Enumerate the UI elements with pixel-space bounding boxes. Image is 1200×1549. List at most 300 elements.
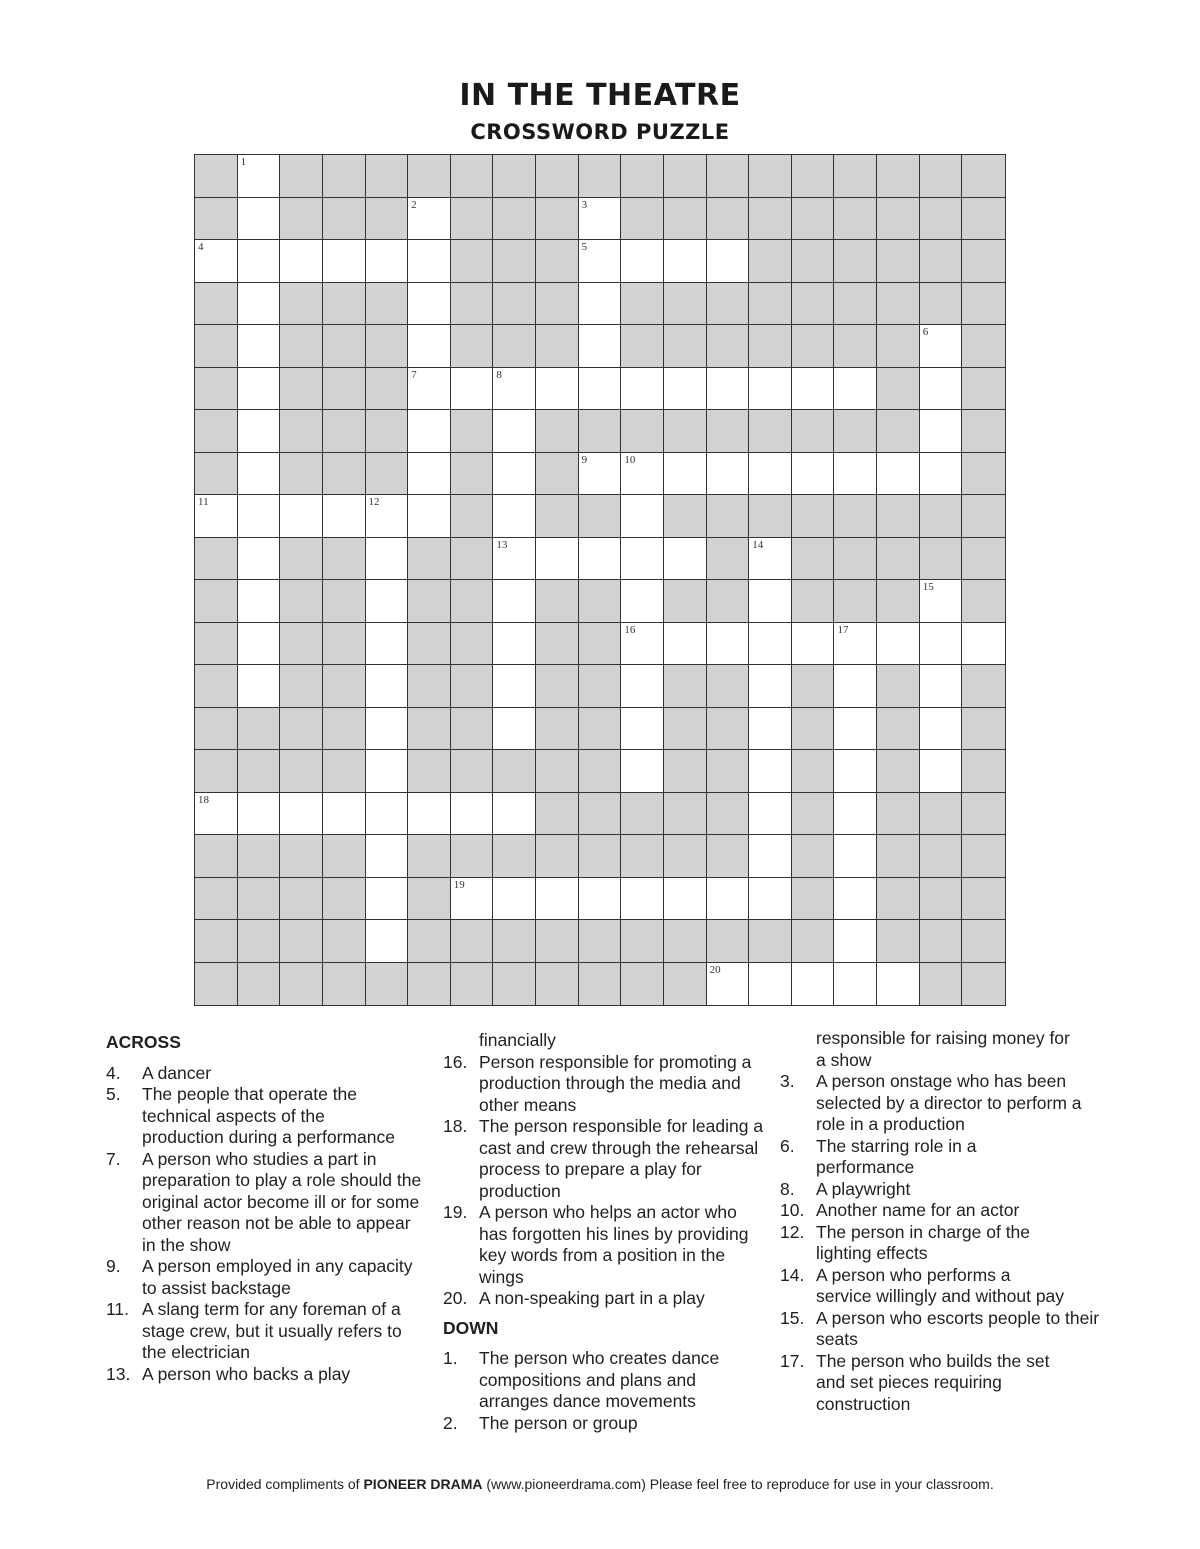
across-clue-7	[106, 1149, 426, 1257]
grid-cell-block	[536, 750, 579, 793]
grid-cell-open[interactable]	[621, 878, 664, 921]
grid-cell-block	[621, 325, 664, 368]
grid-cell-open[interactable]	[536, 368, 579, 411]
clue-text: A person who backs a play	[142, 1363, 351, 1384]
grid-cell-block	[664, 325, 707, 368]
grid-cell-open[interactable]	[749, 665, 792, 708]
grid-cell-block	[621, 920, 664, 963]
grid-cell-open[interactable]	[195, 240, 238, 283]
grid-cell-open[interactable]	[749, 878, 792, 921]
down-clue-10	[780, 1200, 1110, 1222]
grid-cell-block	[408, 580, 451, 623]
clue-number: 1.	[443, 1348, 458, 1368]
grid-cell-block	[834, 495, 877, 538]
grid-cell-open[interactable]	[962, 623, 1005, 666]
grid-cell-open[interactable]	[579, 283, 622, 326]
grid-cell-block	[238, 963, 281, 1006]
grid-cell-block	[280, 198, 323, 241]
grid-cell-block	[920, 240, 963, 283]
grid-cell-open[interactable]	[451, 878, 494, 921]
grid-cell-open[interactable]	[238, 665, 281, 708]
grid-cell-block	[280, 410, 323, 453]
down-heading: DOWN	[443, 1317, 499, 1338]
grid-cell-block	[707, 580, 750, 623]
grid-cell-block	[238, 708, 281, 751]
grid-cell-open[interactable]	[920, 368, 963, 411]
grid-cell-block	[195, 325, 238, 368]
grid-cell-open[interactable]	[749, 708, 792, 751]
grid-cell-open[interactable]	[834, 368, 877, 411]
grid-cell-open[interactable]	[366, 240, 409, 283]
grid-cell-block	[962, 453, 1005, 496]
clue-number: 4.	[106, 1062, 121, 1083]
grid-cell-open[interactable]	[920, 453, 963, 496]
grid-cell-open[interactable]	[920, 325, 963, 368]
grid-cell-block	[707, 155, 750, 198]
grid-cell-block	[834, 410, 877, 453]
grid-cell-open[interactable]	[877, 453, 920, 496]
grid-cell-open[interactable]	[408, 453, 451, 496]
grid-cell-open[interactable]	[238, 793, 281, 836]
grid-cell-open[interactable]	[707, 240, 750, 283]
clue-number-label: 10	[624, 453, 636, 466]
grid-cell-block	[834, 240, 877, 283]
grid-cell-block	[280, 665, 323, 708]
grid-cell-block	[195, 538, 238, 581]
grid-cell-block	[195, 198, 238, 241]
grid-cell-open[interactable]	[408, 198, 451, 241]
grid-cell-block	[451, 198, 494, 241]
clue-text: Person responsible for promoting a production through the media and other means	[479, 1051, 752, 1115]
grid-cell-open[interactable]	[834, 453, 877, 496]
grid-cell-open[interactable]	[920, 623, 963, 666]
grid-cell-block	[664, 920, 707, 963]
grid-cell-open[interactable]	[621, 750, 664, 793]
across-clue-13-continued	[443, 1030, 773, 1052]
across-clue-11	[106, 1299, 406, 1364]
grid-cell-block	[749, 155, 792, 198]
across-clue-4	[106, 1063, 426, 1085]
grid-cell-open[interactable]	[493, 453, 536, 496]
grid-cell-open[interactable]	[749, 623, 792, 666]
grid-cell-open[interactable]	[408, 495, 451, 538]
grid-cell-block	[707, 665, 750, 708]
clue-number-label: 3	[581, 198, 588, 211]
clue-text: The person or group	[479, 1412, 638, 1433]
grid-cell-open[interactable]	[579, 240, 622, 283]
grid-cell-open[interactable]	[621, 665, 664, 708]
grid-cell-open[interactable]	[749, 793, 792, 836]
footer-prefix: Provided compliments of	[206, 1476, 364, 1492]
grid-cell-open[interactable]	[579, 368, 622, 411]
grid-cell-block	[749, 283, 792, 326]
grid-cell-open[interactable]	[493, 495, 536, 538]
grid-cell-open[interactable]	[280, 495, 323, 538]
grid-cell-block	[323, 920, 366, 963]
grid-cell-open[interactable]	[366, 538, 409, 581]
grid-cell-block	[366, 453, 409, 496]
grid-cell-block	[707, 283, 750, 326]
grid-cell-open[interactable]	[834, 920, 877, 963]
grid-cell-open[interactable]	[749, 368, 792, 411]
grid-cell-block	[621, 963, 664, 1006]
grid-cell-block	[962, 325, 1005, 368]
grid-cell-open[interactable]	[621, 368, 664, 411]
across-clue-20	[443, 1288, 773, 1310]
grid-cell-open[interactable]	[749, 538, 792, 581]
grid-cell-open[interactable]	[664, 368, 707, 411]
clues-column-2	[443, 1030, 773, 1434]
grid-cell-block	[792, 920, 835, 963]
grid-cell-open[interactable]	[366, 580, 409, 623]
grid-cell-block	[536, 793, 579, 836]
grid-cell-block	[408, 963, 451, 1006]
grid-cell-block	[493, 240, 536, 283]
grid-cell-block	[579, 750, 622, 793]
across-clue-18	[443, 1116, 773, 1202]
grid-cell-open[interactable]	[792, 963, 835, 1006]
grid-cell-open[interactable]	[664, 453, 707, 496]
grid-cell-open[interactable]	[366, 878, 409, 921]
grid-cell-block	[195, 410, 238, 453]
grid-cell-open[interactable]	[408, 793, 451, 836]
grid-cell-block	[366, 198, 409, 241]
clue-text: A slang term for any foreman of a stage crew, but it usually refers to the electrician	[142, 1299, 402, 1362]
grid-cell-block	[493, 750, 536, 793]
grid-cell-open[interactable]	[280, 793, 323, 836]
grid-cell-open[interactable]	[621, 495, 664, 538]
clue-number-label: 16	[624, 623, 636, 636]
grid-cell-block	[621, 835, 664, 878]
grid-cell-block	[536, 623, 579, 666]
grid-cell-open[interactable]	[621, 453, 664, 496]
grid-cell-open[interactable]	[621, 580, 664, 623]
clue-number: 2.	[443, 1412, 458, 1433]
grid-cell-open[interactable]	[366, 920, 409, 963]
clue-number: 7.	[106, 1148, 121, 1169]
grid-cell-open[interactable]	[749, 580, 792, 623]
clue-number-label: 17	[837, 623, 849, 636]
grid-cell-open[interactable]	[579, 325, 622, 368]
grid-cell-block	[451, 920, 494, 963]
grid-cell-open[interactable]	[664, 538, 707, 581]
grid-cell-open[interactable]	[366, 835, 409, 878]
grid-cell-block	[621, 283, 664, 326]
grid-cell-block	[877, 198, 920, 241]
grid-cell-block	[792, 708, 835, 751]
grid-cell-open[interactable]	[323, 240, 366, 283]
grid-cell-open[interactable]	[834, 963, 877, 1006]
grid-cell-open[interactable]	[493, 665, 536, 708]
grid-cell-open[interactable]	[920, 750, 963, 793]
grid-cell-block	[877, 240, 920, 283]
grid-cell-open[interactable]	[238, 623, 281, 666]
clue-number: 17.	[780, 1350, 805, 1371]
clue-text: The person who creates dance compositions and plans and arranges dance movements	[479, 1348, 720, 1411]
grid-cell-open[interactable]	[366, 623, 409, 666]
grid-cell-block	[579, 495, 622, 538]
grid-cell-open[interactable]	[920, 665, 963, 708]
grid-cell-open[interactable]	[920, 580, 963, 623]
grid-cell-open[interactable]	[238, 325, 281, 368]
grid-cell-block	[195, 920, 238, 963]
down-clue-14	[780, 1265, 1070, 1308]
grid-cell-open[interactable]	[408, 368, 451, 411]
grid-cell-block	[195, 963, 238, 1006]
grid-cell-open[interactable]	[707, 368, 750, 411]
grid-cell-open[interactable]	[707, 453, 750, 496]
grid-cell-open[interactable]	[664, 240, 707, 283]
clue-number-label: 18	[198, 793, 209, 806]
grid-cell-open[interactable]	[408, 410, 451, 453]
grid-cell-open[interactable]	[579, 198, 622, 241]
grid-cell-open[interactable]	[280, 240, 323, 283]
grid-cell-open[interactable]	[238, 580, 281, 623]
grid-cell-open[interactable]	[749, 963, 792, 1006]
grid-cell-block	[877, 793, 920, 836]
grid-cell-open[interactable]	[749, 453, 792, 496]
grid-cell-open[interactable]	[877, 623, 920, 666]
clue-text: The person in charge of the lighting effects	[816, 1221, 1031, 1263]
grid-cell-open[interactable]	[408, 283, 451, 326]
grid-cell-open[interactable]	[323, 793, 366, 836]
grid-cell-open[interactable]	[834, 750, 877, 793]
grid-cell-open[interactable]	[621, 538, 664, 581]
grid-cell-block	[792, 835, 835, 878]
grid-cell-open[interactable]	[366, 793, 409, 836]
grid-cell-open[interactable]	[834, 665, 877, 708]
grid-cell-block	[834, 580, 877, 623]
grid-cell-open[interactable]	[323, 495, 366, 538]
clue-text: The starring role in a performance	[816, 1135, 977, 1177]
grid-cell-block	[323, 325, 366, 368]
grid-cell-open[interactable]	[664, 623, 707, 666]
grid-cell-open[interactable]	[366, 665, 409, 708]
grid-cell-open[interactable]	[493, 878, 536, 921]
down-clue-2	[443, 1413, 773, 1435]
grid-cell-open[interactable]	[834, 623, 877, 666]
grid-cell-block	[962, 920, 1005, 963]
grid-cell-open[interactable]	[451, 368, 494, 411]
grid-cell-open[interactable]	[238, 495, 281, 538]
grid-cell-open[interactable]	[749, 835, 792, 878]
grid-cell-open[interactable]	[877, 963, 920, 1006]
grid-cell-open[interactable]	[238, 410, 281, 453]
grid-cell-open[interactable]	[621, 623, 664, 666]
grid-cell-open[interactable]	[792, 453, 835, 496]
grid-cell-block	[792, 410, 835, 453]
grid-cell-block	[195, 878, 238, 921]
clue-text: A person who performs a service willingly and without pay	[816, 1264, 1065, 1306]
grid-cell-open[interactable]	[238, 155, 281, 198]
grid-cell-block	[195, 453, 238, 496]
grid-cell-open[interactable]	[707, 878, 750, 921]
grid-cell-block	[536, 580, 579, 623]
grid-cell-block	[664, 750, 707, 793]
clue-number: 16.	[443, 1051, 468, 1072]
grid-cell-open[interactable]	[366, 708, 409, 751]
grid-cell-block	[195, 155, 238, 198]
grid-cell-open[interactable]	[920, 410, 963, 453]
grid-cell-block	[195, 623, 238, 666]
grid-cell-block	[664, 580, 707, 623]
down-clue-2-continued	[780, 1028, 1080, 1071]
grid-cell-open[interactable]	[408, 240, 451, 283]
grid-cell-block	[323, 665, 366, 708]
grid-cell-block	[536, 963, 579, 1006]
grid-cell-block	[280, 283, 323, 326]
grid-cell-block	[920, 963, 963, 1006]
clue-text: A dancer	[142, 1062, 212, 1083]
grid-cell-open[interactable]	[238, 283, 281, 326]
across-clue-5	[106, 1084, 396, 1149]
grid-cell-open[interactable]	[536, 878, 579, 921]
grid-cell-block	[707, 325, 750, 368]
grid-cell-block	[920, 878, 963, 921]
grid-cell-block	[280, 835, 323, 878]
grid-cell-block	[451, 538, 494, 581]
grid-cell-block	[493, 963, 536, 1006]
grid-cell-block	[962, 240, 1005, 283]
grid-cell-open[interactable]	[493, 410, 536, 453]
grid-cell-open[interactable]	[408, 325, 451, 368]
across-clue-13	[106, 1364, 426, 1386]
grid-cell-block	[323, 708, 366, 751]
across-clue-9	[106, 1256, 426, 1299]
grid-cell-open[interactable]	[451, 793, 494, 836]
grid-cell-block	[579, 580, 622, 623]
grid-cell-block	[877, 368, 920, 411]
grid-cell-block	[195, 665, 238, 708]
grid-cell-open[interactable]	[195, 793, 238, 836]
grid-cell-block	[962, 665, 1005, 708]
grid-cell-block	[664, 835, 707, 878]
grid-cell-block	[707, 198, 750, 241]
puzzle-title: IN THE THEATRE	[459, 78, 741, 113]
footer-credit	[0, 1476, 1200, 1492]
clue-number-label: 20	[709, 963, 721, 976]
grid-cell-block	[962, 538, 1005, 581]
grid-cell-block	[536, 198, 579, 241]
grid-cell-open[interactable]	[792, 623, 835, 666]
grid-cell-block	[579, 665, 622, 708]
grid-cell-block	[707, 793, 750, 836]
clue-number-label: 15	[922, 581, 934, 593]
grid-cell-open[interactable]	[536, 538, 579, 581]
grid-cell-open[interactable]	[493, 793, 536, 836]
grid-cell-open[interactable]	[792, 368, 835, 411]
grid-cell-block	[366, 963, 409, 1006]
grid-cell-open[interactable]	[493, 538, 536, 581]
grid-cell-block	[579, 963, 622, 1006]
grid-cell-open[interactable]	[238, 368, 281, 411]
grid-cell-open[interactable]	[834, 835, 877, 878]
grid-cell-block	[323, 963, 366, 1006]
grid-cell-open[interactable]	[707, 623, 750, 666]
grid-cell-block	[536, 283, 579, 326]
grid-cell-block	[280, 623, 323, 666]
grid-cell-block	[451, 623, 494, 666]
grid-cell-block	[664, 963, 707, 1006]
clues-column-1	[106, 1030, 426, 1385]
grid-cell-open[interactable]	[621, 240, 664, 283]
grid-cell-block	[792, 665, 835, 708]
grid-cell-block	[323, 750, 366, 793]
grid-cell-block	[792, 538, 835, 581]
grid-cell-open[interactable]	[366, 750, 409, 793]
grid-cell-block	[451, 155, 494, 198]
grid-cell-block	[877, 283, 920, 326]
grid-cell-open[interactable]	[238, 198, 281, 241]
grid-cell-open[interactable]	[621, 708, 664, 751]
grid-cell-block	[536, 453, 579, 496]
grid-cell-block	[195, 368, 238, 411]
grid-cell-open[interactable]	[834, 793, 877, 836]
grid-cell-open[interactable]	[238, 453, 281, 496]
grid-cell-block	[579, 410, 622, 453]
grid-cell-open[interactable]	[579, 453, 622, 496]
clue-number	[443, 1030, 479, 1052]
grid-cell-open[interactable]	[493, 580, 536, 623]
grid-cell-block	[238, 920, 281, 963]
grid-cell-block	[792, 750, 835, 793]
grid-cell-block	[280, 708, 323, 751]
clue-number: 15.	[780, 1307, 805, 1328]
clue-number: 3.	[780, 1071, 795, 1091]
grid-cell-block	[579, 920, 622, 963]
grid-cell-open[interactable]	[493, 708, 536, 751]
grid-cell-block	[962, 835, 1005, 878]
grid-cell-block	[536, 325, 579, 368]
grid-cell-block	[493, 325, 536, 368]
grid-cell-open[interactable]	[238, 538, 281, 581]
grid-cell-block	[664, 793, 707, 836]
grid-cell-block	[749, 495, 792, 538]
clue-text: Another name for an actor	[816, 1200, 1020, 1220]
grid-cell-block	[877, 155, 920, 198]
grid-cell-open[interactable]	[834, 708, 877, 751]
grid-cell-open[interactable]	[579, 538, 622, 581]
grid-cell-open[interactable]	[195, 495, 238, 538]
grid-cell-block	[749, 920, 792, 963]
grid-cell-open[interactable]	[493, 623, 536, 666]
grid-cell-block	[707, 410, 750, 453]
grid-cell-open[interactable]	[664, 878, 707, 921]
grid-cell-open[interactable]	[493, 368, 536, 411]
grid-cell-block	[451, 410, 494, 453]
grid-cell-open[interactable]	[579, 878, 622, 921]
grid-cell-block	[451, 495, 494, 538]
grid-cell-block	[366, 325, 409, 368]
clue-number-label: 5	[581, 241, 588, 253]
grid-cell-open[interactable]	[749, 750, 792, 793]
grid-cell-open[interactable]	[366, 495, 409, 538]
grid-cell-block	[920, 495, 963, 538]
grid-cell-block	[877, 665, 920, 708]
grid-cell-block	[962, 410, 1005, 453]
grid-cell-open[interactable]	[920, 708, 963, 751]
grid-cell-open[interactable]	[707, 963, 750, 1006]
grid-cell-block	[493, 835, 536, 878]
across-heading: ACROSS	[106, 1032, 181, 1052]
grid-cell-block	[877, 920, 920, 963]
grid-cell-open[interactable]	[238, 240, 281, 283]
grid-cell-block	[792, 878, 835, 921]
grid-cell-block	[536, 495, 579, 538]
clue-number: 11.	[106, 1299, 130, 1319]
grid-cell-open[interactable]	[834, 878, 877, 921]
grid-cell-block	[920, 283, 963, 326]
